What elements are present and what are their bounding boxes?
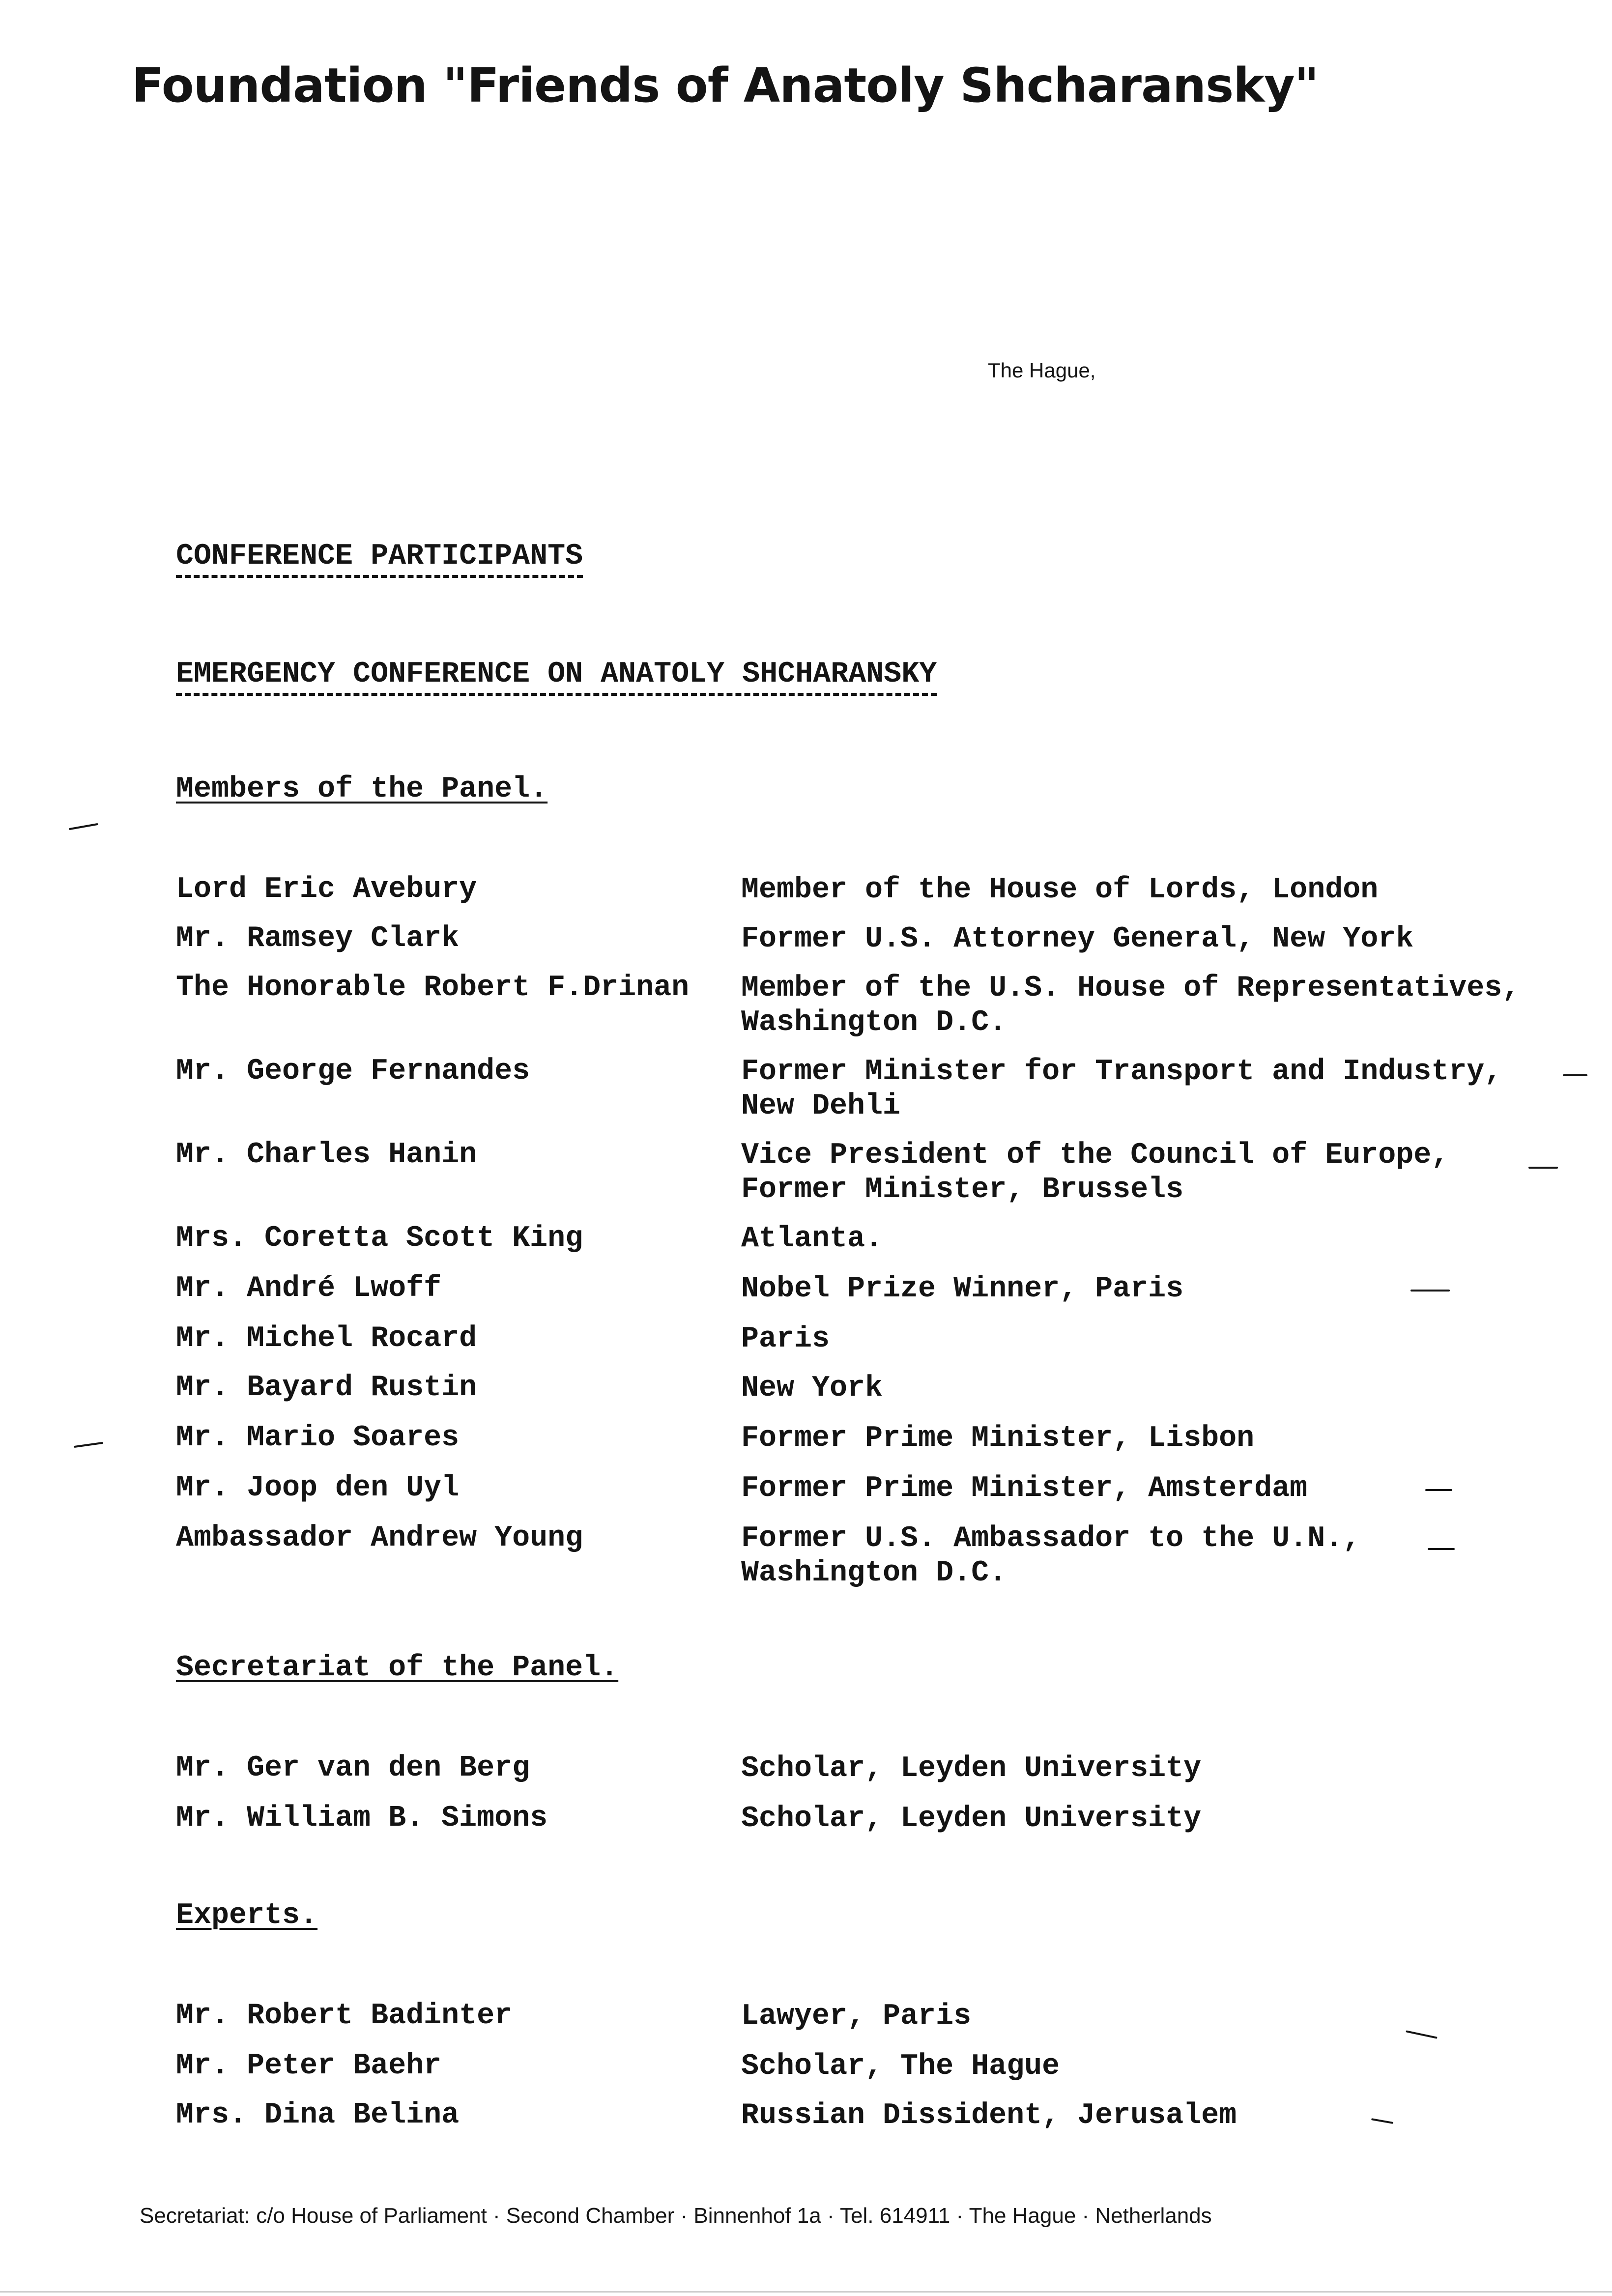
document-title: CONFERENCE PARTICIPANTS — [176, 540, 583, 578]
participant-role: Atlanta. — [741, 1222, 883, 1256]
participant-role: Scholar, Leyden University — [741, 1802, 1202, 1836]
participant-role: Lawyer, Paris — [741, 2000, 972, 2033]
footer-address: Secretariat: c/o House of Parliament · Second Chamber · Binnenhof 1a · Tel. 614911 · The Hague · Netherlands — [140, 2204, 1212, 2228]
place-line: The Hague, — [988, 359, 1096, 382]
participant-role: Former U.S. Attorney General, New York — [741, 922, 1414, 956]
participant-role — [741, 1521, 1360, 1590]
letterhead-title: Foundation "Friends of Anatoly Shcharansky" — [132, 58, 1319, 113]
role-line: Washington D.C. — [741, 1556, 1007, 1590]
page-edge-line — [0, 2291, 1612, 2293]
participant-name: Mrs. Coretta Scott King — [176, 1222, 583, 1255]
margin-tick-mark — [1371, 2118, 1393, 2124]
participant-name: Mr. Charles Hanin — [176, 1138, 477, 1172]
participant-role: Former Prime Minister, Amsterdam — [741, 1472, 1308, 1505]
margin-tick-mark — [1406, 2030, 1437, 2038]
participant-role: Scholar, Leyden University — [741, 1752, 1202, 1785]
margin-tick-mark — [74, 1442, 103, 1448]
role-line: Former Minister, Brussels — [741, 1173, 1184, 1206]
participant-name: Mr. Bayard Rustin — [176, 1371, 477, 1405]
participant-role — [741, 1138, 1449, 1207]
participant-name: The Honorable Robert F.Drinan — [176, 971, 690, 1004]
role-line: Former Minister for Transport and Industry, — [741, 1055, 1502, 1089]
margin-tick-mark — [1410, 1290, 1450, 1292]
participant-name: Mr. Robert Badinter — [176, 1999, 513, 2033]
participant-role: Nobel Prize Winner, Paris — [741, 1272, 1184, 1306]
participant-name: Mr. Ramsey Clark — [176, 922, 460, 955]
participant-role: Russian Dissident, Jerusalem — [741, 2099, 1237, 2132]
experts-heading: Experts. — [176, 1899, 318, 1932]
role-line: Vice President of the Council of Europe, — [741, 1139, 1449, 1172]
participant-name: Mr. Michel Rocard — [176, 1322, 477, 1355]
participant-role: Member of the House of Lords, London — [741, 873, 1379, 907]
participant-name: Lord Eric Avebury — [176, 873, 477, 906]
participant-role: Scholar, The Hague — [741, 2050, 1060, 2083]
participant-name: Ambassador Andrew Young — [176, 1521, 583, 1555]
participant-name: Mrs. Dina Belina — [176, 2098, 460, 2132]
margin-tick-mark — [69, 823, 98, 830]
margin-tick-mark — [1563, 1074, 1587, 1076]
role-line: Former U.S. Ambassador to the U.N., — [741, 1522, 1361, 1555]
participant-name: Mr. Joop den Uyl — [176, 1471, 460, 1505]
role-line: New Dehli — [741, 1090, 901, 1123]
participant-role: New York — [741, 1372, 883, 1405]
panel-heading: Members of the Panel. — [176, 773, 548, 806]
role-line: Member of the U.S. House of Representatives, — [741, 972, 1520, 1005]
participant-role: Former Prime Minister, Lisbon — [741, 1422, 1255, 1455]
participant-name: Mr. George Fernandes — [176, 1055, 530, 1088]
participant-name: Mr. Ger van den Berg — [176, 1751, 530, 1785]
margin-tick-mark — [1425, 1489, 1452, 1491]
participant-role: Paris — [741, 1322, 830, 1356]
document-subtitle: EMERGENCY CONFERENCE ON ANATOLY SHCHARANSKY — [176, 658, 937, 696]
participant-name: Mr. Peter Baehr — [176, 2049, 442, 2083]
role-line: Washington D.C. — [741, 1006, 1007, 1039]
participant-role — [741, 1055, 1502, 1123]
participant-name: Mr. André Lwoff — [176, 1272, 442, 1305]
margin-tick-mark — [1428, 1548, 1455, 1550]
participant-name: Mr. Mario Soares — [176, 1421, 460, 1455]
secretariat-heading: Secretariat of the Panel. — [176, 1651, 619, 1685]
participant-role — [741, 971, 1520, 1040]
participant-name: Mr. William B. Simons — [176, 1802, 548, 1835]
margin-tick-mark — [1528, 1167, 1558, 1169]
